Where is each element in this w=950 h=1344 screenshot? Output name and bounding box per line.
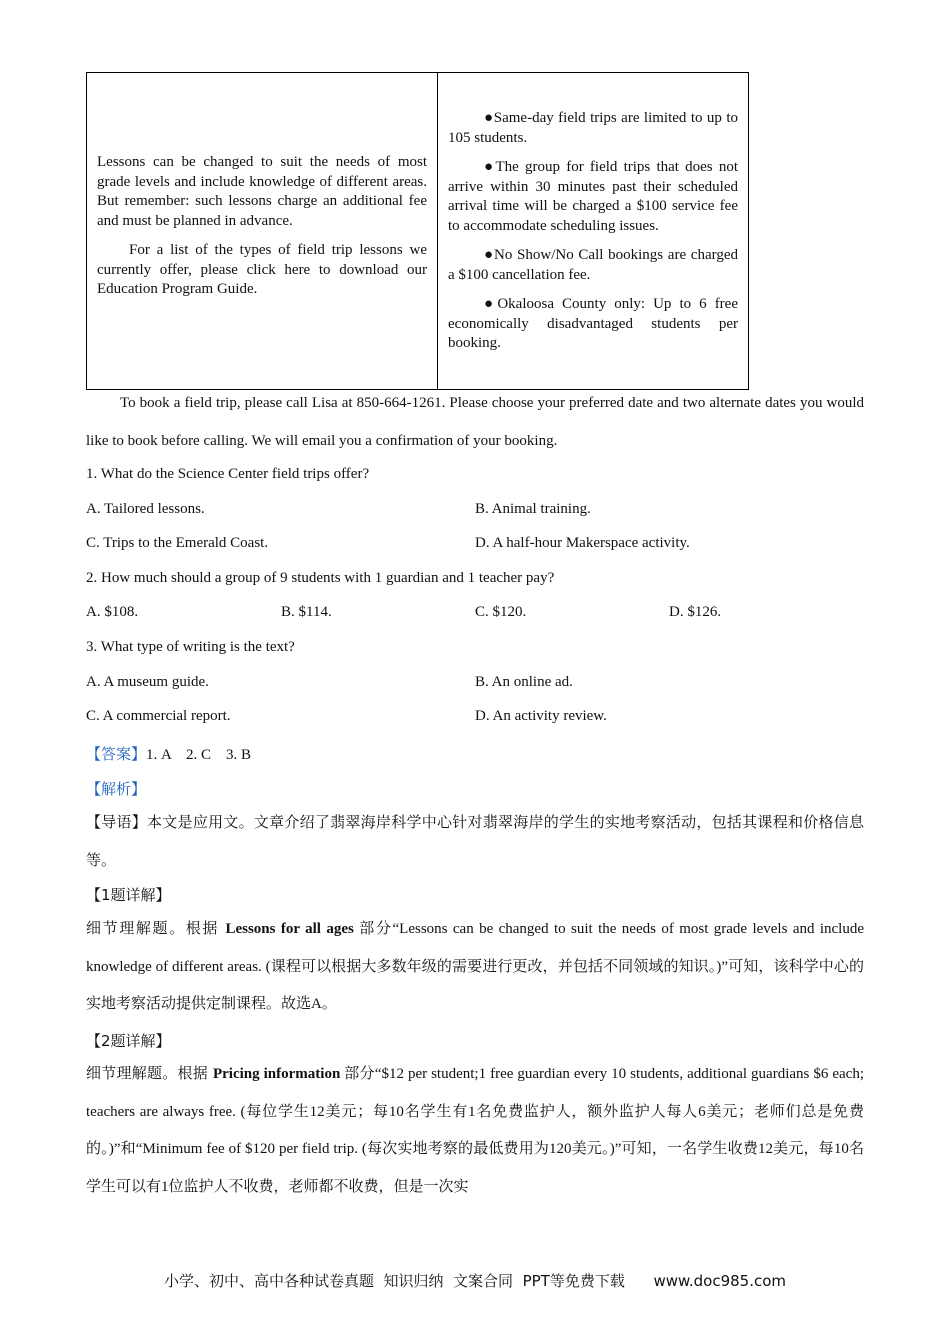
page-footer: 小学、初中、高中各种试卷真题 知识归纳 文案合同 PPT等免费下载 www.doc985.com (163, 1272, 787, 1290)
detail-2-title: 【2题详解】 (86, 1032, 171, 1050)
policy-bullet: ●Same-day field trips are limited to up to 105 students. (448, 110, 739, 146)
section-name: Lessons for all ages (225, 921, 354, 937)
q1-option-d: D. A half-hour Makerspace activity. (475, 535, 690, 551)
q2-option-d: D. $126. (669, 604, 722, 620)
q1-option-b: B. Animal training. (475, 501, 591, 517)
q3-option-c: C. A commercial report. (86, 708, 231, 724)
answer-value: 1. A 2. C 3. B (146, 747, 252, 763)
q3-option-d: D. An activity review. (475, 708, 607, 724)
question-1: 1. What do the Science Center field trips offer? (86, 466, 370, 482)
guide-paragraph: 【导语】本文是应用文。文章介绍了翡翠海岸科学中心针对翡翠海岸的学生的实地考察活动，包括其课程和价格信息等。 (86, 813, 864, 869)
q3-option-b: B. An online ad. (475, 674, 573, 690)
lessons-paragraph: Lessons can be changed to suit the needs of most grade levels and include knowledge of different areas. But remember: such lessons charge an additional fee and must be planned in advance. (97, 154, 427, 229)
table-right-cell (438, 73, 748, 389)
policy-bullet: ●No Show/No Call bookings are charged a $100 cancellation fee. (448, 247, 738, 283)
q1-option-a: A. Tailored lessons. (86, 501, 205, 517)
answer-label: 【答案】 (86, 745, 147, 763)
q2-option-a: A. $108. (86, 604, 139, 620)
detail-1-title: 【1题详解】 (86, 886, 171, 904)
policy-bullet: ●Okaloosa County only: Up to 6 free economically disadvantaged students per booking. (448, 296, 738, 351)
table-left-cell (87, 73, 438, 389)
policy-bullet: ●The group for field trips that does not arrive within 30 minutes past their scheduled arrival time will be charged a $100 service fee to accommodate scheduling issues. (448, 159, 738, 234)
question-3: 3. What type of writing is the text? (86, 639, 295, 655)
bullet-icon: ● (484, 159, 496, 175)
q2-option-b: B. $114. (281, 604, 332, 620)
detail-1-paragraph: 细节理解题。根据 Lessons for all ages 部分“Lessons can be changed to suit the needs of most grade levels and include knowledge of different areas. (课程可以根据大多数年级的需要进行更改，并包括不同领域的知识。)”可知，该科学中心的实地考察活动提供定制课程。故选A。 (86, 919, 865, 1012)
analysis-label: 【解析】 (86, 780, 147, 798)
q2-option-c: C. $120. (475, 604, 527, 620)
answer-line (86, 743, 251, 764)
bullet-icon: ● (484, 110, 494, 126)
bullet-icon: ● (484, 296, 498, 312)
booking-paragraph: To book a field trip, please call Lisa at 850-664-1261. Please choose your preferred date and two alternate dates you would like to book before calling. We will email you a confirmation of your booking. (86, 395, 864, 449)
program-guide-paragraph: For a list of the types of field trip lessons we currently offer, please click here to download our Education Program Guide. (97, 242, 427, 297)
info-table (86, 72, 749, 390)
q1-option-c: C. Trips to the Emerald Coast. (86, 535, 269, 551)
section-name: Pricing information (212, 1066, 341, 1082)
bullet-icon: ● (484, 247, 495, 263)
q3-option-a: A. A museum guide. (86, 674, 209, 690)
question-2: 2. How much should a group of 9 students with 1 guardian and 1 teacher pay? (86, 570, 555, 586)
detail-2-paragraph: 细节理解题。根据 Pricing information 部分“$12 per student;1 free guardian every 10 students, additional guardians $6 each; teachers are always free. (每位学生12美元；每10名学生有1名免费监护人，额外监护人每人6美元；老师们总是免费的。)”和“Minimum fee of $120 per field trip. (每次实地考察的最低费用为120美元。)”可知，一名学生收费12美元，每10名学生可以有1位监护人不收费，老师都不收费，但是一次实 (86, 1064, 865, 1195)
